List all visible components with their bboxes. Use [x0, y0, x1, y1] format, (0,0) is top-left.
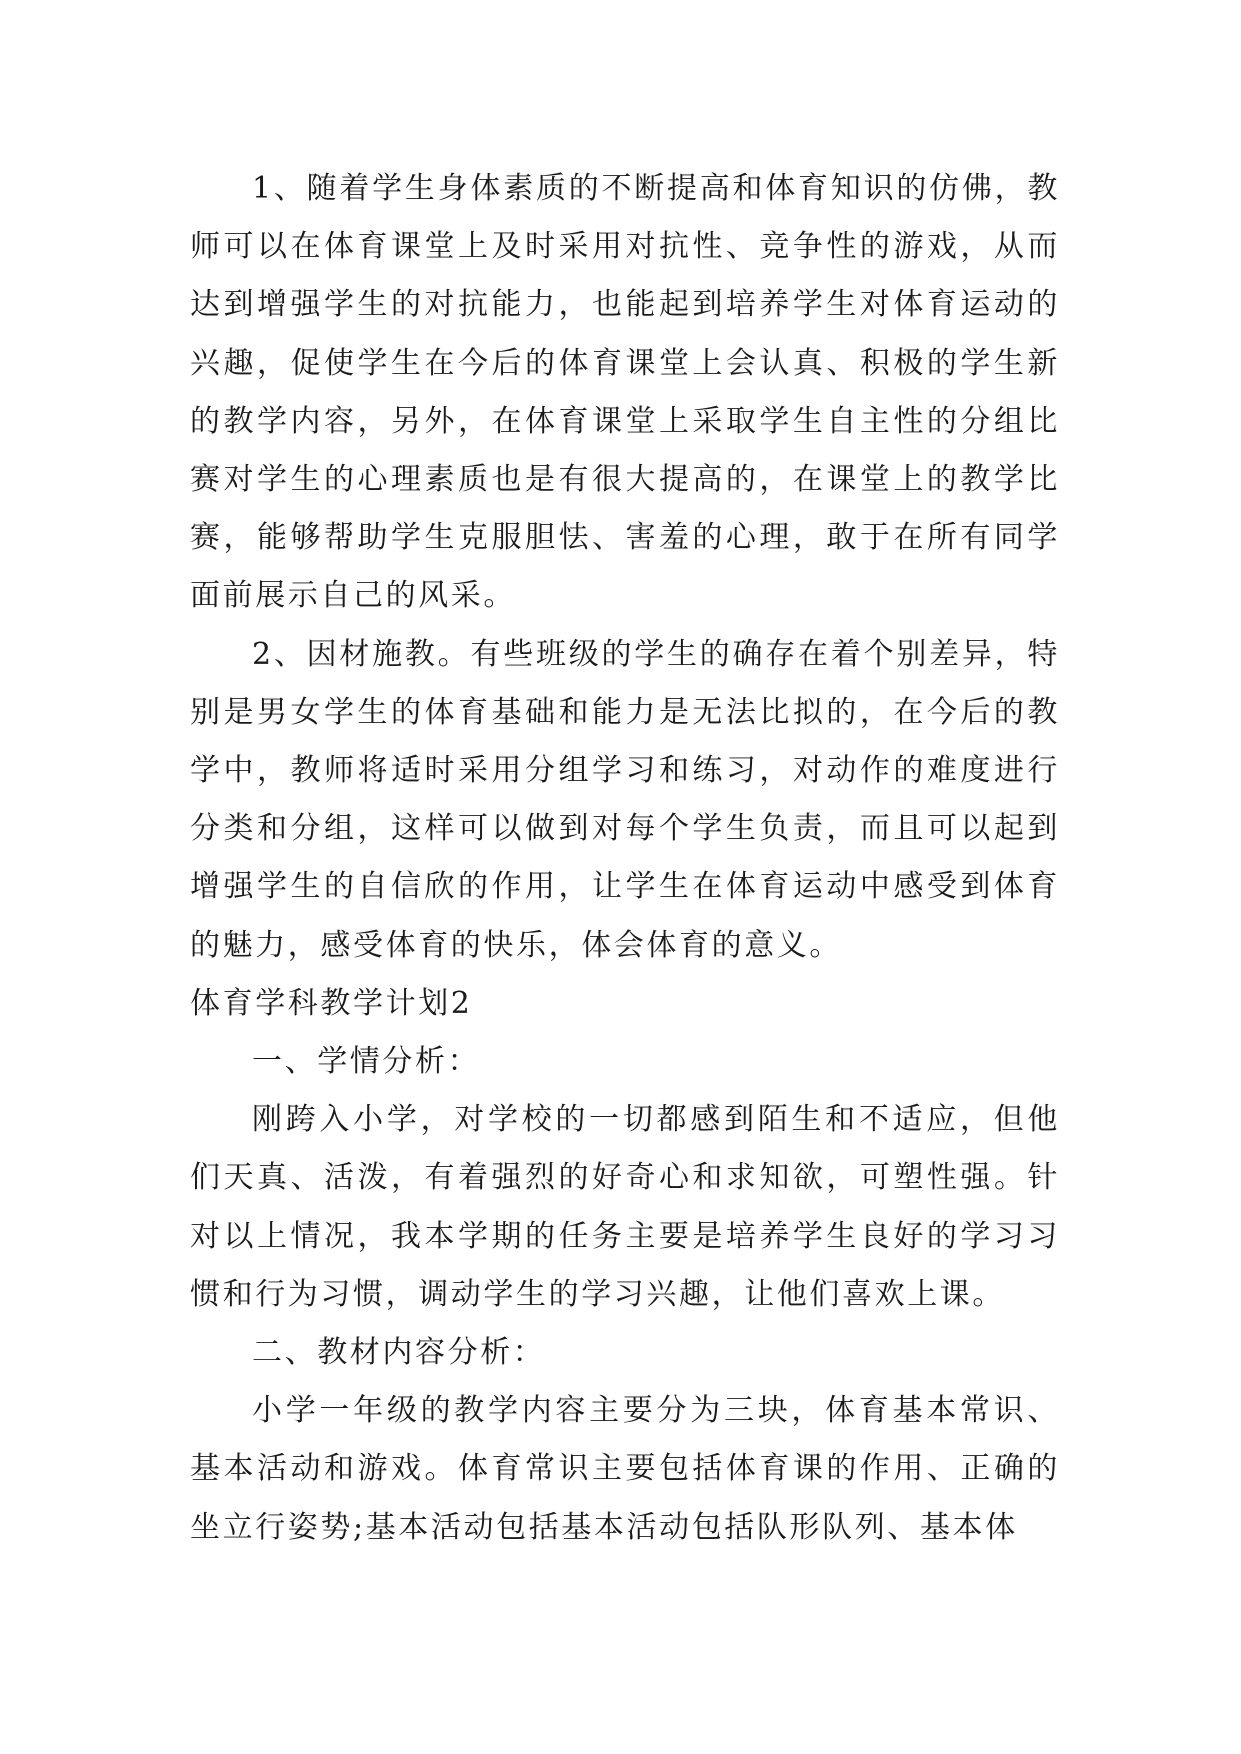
paragraph-3: 刚跨入小学，对学校的一切都感到陌生和不适应，但他们天真、活泼，有着强烈的好奇心和求知欲，可塑性强。针对以上情况，我本学期的任务主要是培养学生良好的学习习惯和行为习惯，调动学生的学习兴趣，让他们喜欢上课。	[190, 1102, 1060, 1312]
paragraph-1: 1、随着学生身体素质的不断提高和体育知识的仿佛，教师可以在体育课堂上及时采用对抗性、竞争性的游戏，从而达到增强学生的对抗能力，也能起到培养学生对体育运动的兴趣，促使学生在今后的体育课堂上会认真、积极的学生新的教学内容，另外，在体育课堂上采取学生自主性的分组比赛对学生的心理素质也是有很大提高的，在课堂上的教学比赛，能够帮助学生克服胆怯、害羞的心理，敢于在所有同学面前展示自己的风采。	[190, 171, 1060, 614]
subheading-material-analysis: 二、教材内容分析：	[252, 1335, 546, 1371]
subheading-situation-analysis: 一、学情分析：	[252, 1044, 481, 1080]
document-body	[190, 160, 1060, 1557]
section-title: 体育学科教学计划2	[190, 985, 473, 1021]
paragraph-4: 小学一年级的教学内容主要分为三块，体育基本常识、基本活动和游戏。体育常识主要包括体育课的作用、正确的坐立行姿势;基本活动包括基本活动包括队形队列、基本体	[190, 1393, 1060, 1545]
paragraph-2: 2、因材施教。有些班级的学生的确存在着个别差异，特别是男女学生的体育基础和能力是无法比拟的，在今后的教学中，教师将适时采用分组学习和练习，对动作的难度进行分类和分组，这样可以做到对每个学生负责，而且可以起到增强学生的自信欣的作用，让学生在体育运动中感受到体育的魅力，感受体育的快乐，体会体育的意义。	[190, 636, 1060, 963]
